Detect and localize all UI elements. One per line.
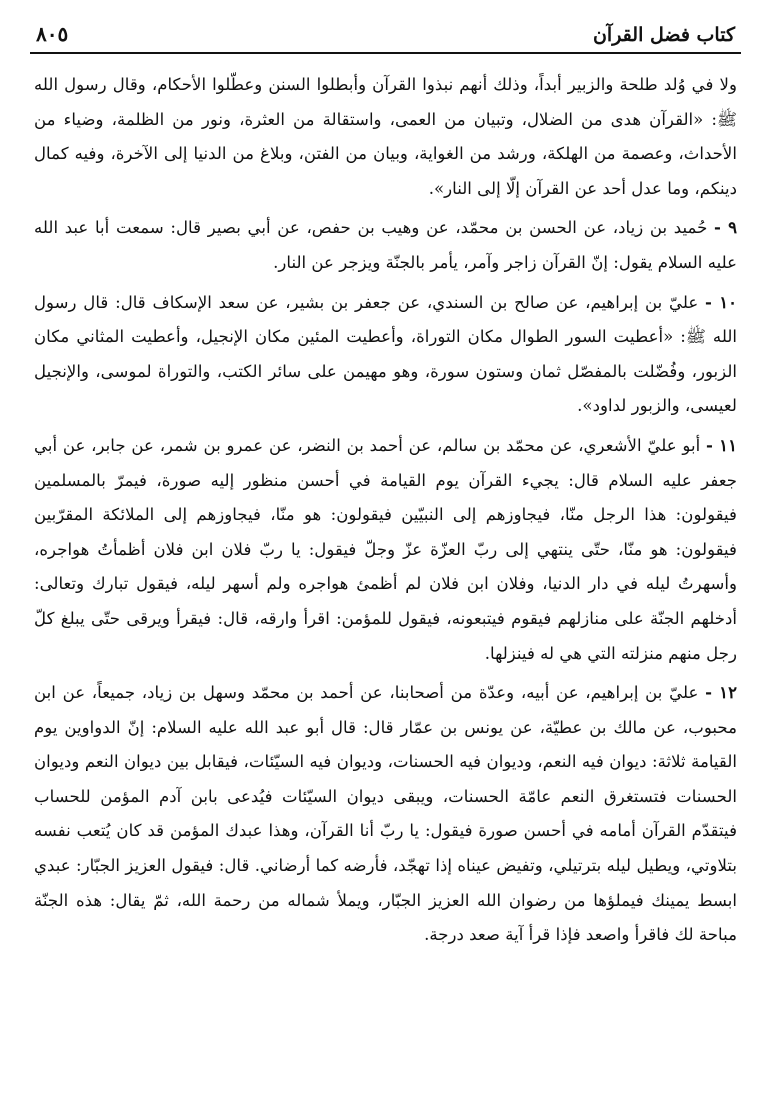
hadith-number: ٩ - bbox=[714, 217, 738, 238]
paragraph-continuation bbox=[34, 68, 737, 206]
paragraph-text: عليّ بن إبراهيم، عن أبيه، وعدّة من أصحابنا، عن أحمد بن محمّد وسهل بن زياد، جميعاً، عن ابن محبوب، عن مالك بن عطيّة، عن يونس بن عمّار قال: قال أبو عبد الله عليه السلام: إنّ الدواوين يوم القيامة ثلاثة: ديوان فيه النعم، وديوان فيه الحسنات، وديوان فيه السيّئات، فيقابل بين ديوان النعم وديوان الحسنات فتستغرق النعم عامّة الحسنات، ويبقى ديوان السيّئات فيُدعى بابن آدم المؤمن للحساب فيتقدّم القرآن أمامه في أحسن صورة فيقول: يا ربّ أنا القرآن، وهذا عبدك المؤمن قد كان يُتعب نفسه بتلاوتي، ويطيل ليله بترتيلي، وتفيض عيناه إذا تهجّد، فأرضه كما أرضاني. قال: فيقول العزيز الجبّار: عبدي ابسط يمينك فيملؤها من رضوان الله العزيز الجبّار، ويملأ شماله من رحمة الله، ثمّ يقال: هذه الجنّة مباحة لك فاقرأ واصعد فإذا قرأ آية صعد درجة. bbox=[34, 683, 737, 945]
paragraph-text: ولا في وُلد طلحة والزبير أبداً، وذلك أنهم نبذوا القرآن وأبطلوا السنن وعطّلوا الأحكام، وقال رسول الله ﷺ: «القرآن هدى من الضلال، وتبيان من العمى، واستقالة من العثرة، ونور من الظلمة، وضياء من الأحداث، وعصمة من الهلكة، ورشد من الغواية، وبيان من الفتن، وبلاغ من الدنيا إلى الآخرة، وفيه كمال دينكم، وما عدل أحد عن القرآن إلّا إلى النار». bbox=[34, 75, 737, 198]
page-number: ٨٠٥ bbox=[36, 22, 69, 46]
hadith-number: ١٢ - bbox=[705, 682, 737, 703]
hadith-number: ١١ - bbox=[706, 434, 737, 455]
hadith-paragraph-9 bbox=[34, 210, 737, 280]
paragraph-text: أبو عليّ الأشعري، عن محمّد بن سالم، عن أحمد بن النضر، عن عمرو بن شمر، عن جابر، عن أبي جعفر عليه السلام قال: يجيء القرآن يوم القيامة في أحسن منظور إليه صورة، فيمرّ بالمسلمين فيقولون: هذا الرجل منّا، فيجاوزهم إلى النبيّين فيقولون: هو منّا، فيجاوزهم إلى الملائكة المقرّبين فيقولون: هو منّا، حتّى ينتهي إلى ربّ العزّة عزّ وجلّ فيقول: يا ربّ فلان ابن فلان أظمأتُ هواجره، وأسهرتُ ليله في دار الدنيا، وفلان ابن فلان لم أظمئ هواجره ولم أسهر ليله، فيقول تبارك وتعالى: أدخلهم الجنّة على منازلهم فيقوم فيتبعونه، فيقول للمؤمن: اقرأ وارقه، قال: فيقرأ ويرقى حتّى يبلغ كلّ رجل منهم منزلته التي هي له فينزلها. bbox=[34, 435, 737, 663]
paragraph-text: عليّ بن إبراهيم، عن صالح بن السندي، عن جعفر بن بشير، عن سعد الإسكاف قال: قال رسول الله ﷺ: «أعطيت السور الطوال مكان التوراة، وأعطيت المئين مكان الإنجيل، وأعطيت المثاني مكان الزبور، وفُضّلت بالمفصّل ثمان وستون سورة، وهو مهيمن على سائر الكتب، والتوراة لموسى، والإنجيل لعيسى، والزبور لداود». bbox=[34, 292, 737, 416]
paragraph-text: حُميد بن زياد، عن الحسن بن محمّد، عن وهيب بن حفص، عن أبي بصير قال: سمعت أبا عبد الله عليه السلام يقول: إنّ القرآن زاجر وآمر، يأمر بالجنّة ويزجر عن النار. bbox=[34, 218, 737, 272]
hadith-number: ١٠ - bbox=[705, 291, 738, 312]
header-divider bbox=[30, 52, 741, 54]
book-page bbox=[30, 14, 741, 1107]
hadith-paragraph-11 bbox=[34, 428, 737, 671]
hadith-paragraph-12 bbox=[34, 675, 737, 953]
hadith-paragraph-10 bbox=[34, 285, 737, 424]
running-title: كتاب فضل القرآن bbox=[592, 24, 735, 46]
page-body bbox=[30, 68, 741, 953]
page-header bbox=[30, 14, 741, 46]
